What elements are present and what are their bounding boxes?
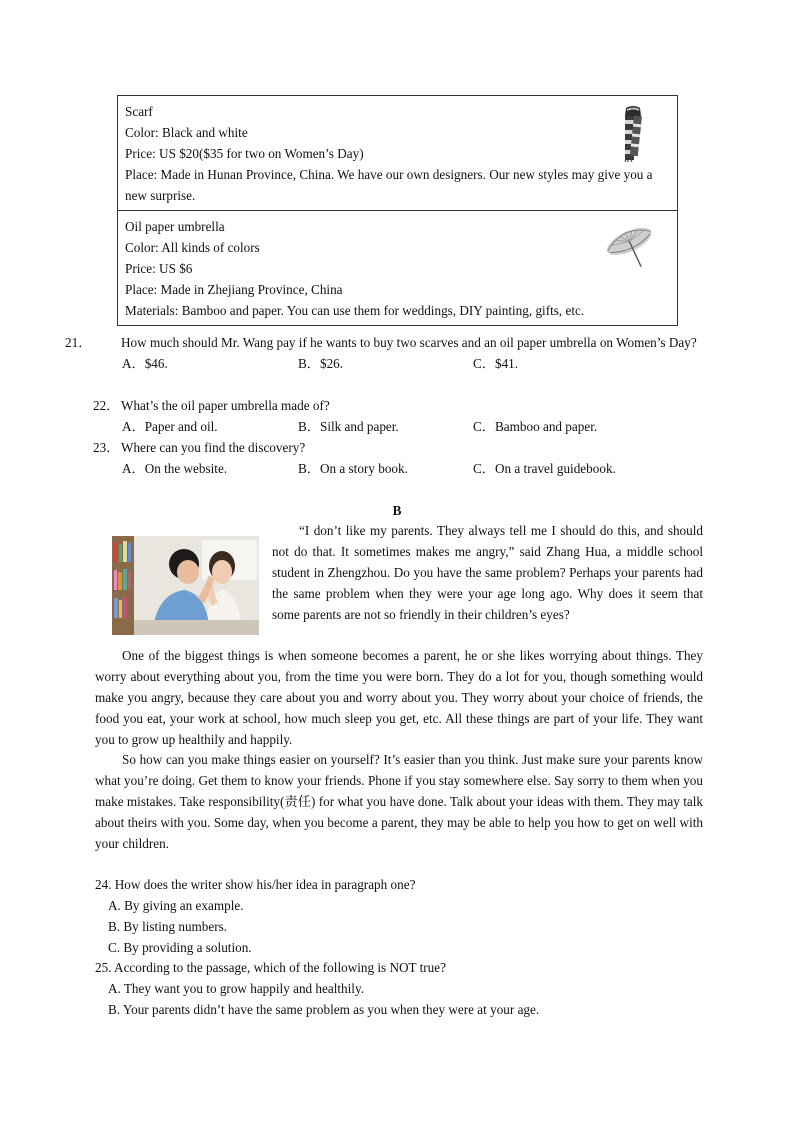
question-number: 23． <box>93 440 120 455</box>
option-c: C．$41. <box>473 356 519 371</box>
question-21 <box>65 332 708 374</box>
product-table <box>117 95 678 326</box>
option-b: B. By listing numbers. <box>108 919 228 934</box>
product-place: Place: Made in Hunan Province, China. We have our own designers. Our new styles may give you a new surprise. <box>125 167 653 203</box>
scarf-image <box>617 104 649 162</box>
question-text: 24. How does the writer show his/her idea in paragraph one? <box>95 877 416 892</box>
product-name: Oil paper umbrella <box>125 219 225 234</box>
option-b: B. Your parents didn’t have the same problem as you when they were at your age. <box>108 1002 540 1017</box>
option-c: C. By providing a solution. <box>108 940 252 955</box>
product-umbrella <box>118 210 677 325</box>
question-text: How much should Mr. Wang pay if he wants to buy two scarves and an oil paper umbrella on Women’s Day? <box>121 335 697 350</box>
product-place: Place: Made in Zhejiang Province, China <box>125 282 343 297</box>
question-text: What’s the oil paper umbrella made of? <box>121 398 330 413</box>
product-color: Color: All kinds of colors <box>125 240 260 255</box>
parent-child-photo <box>112 536 259 635</box>
product-name: Scarf <box>125 104 153 119</box>
option-a: A. They want you to grow happily and healthily. <box>108 981 365 996</box>
question-25 <box>95 957 703 1020</box>
product-materials: Materials: Bamboo and paper. You can use them for weddings, DIY painting, gifts, etc. <box>125 303 585 318</box>
product-color: Color: Black and white <box>125 125 248 140</box>
section-title: B <box>392 503 402 518</box>
question-22 <box>93 395 708 437</box>
option-a: A．$46. <box>122 356 168 371</box>
option-a: A. By giving an example. <box>108 898 244 913</box>
question-24 <box>95 874 703 958</box>
product-price: Price: US $20($35 for two on Women’s Day) <box>125 146 364 161</box>
question-text: 25. According to the passage, which of the following is NOT true? <box>95 960 446 975</box>
option-a: A．On the website. <box>122 461 228 476</box>
option-a: A．Paper and oil. <box>122 419 218 434</box>
question-number: 22． <box>93 398 120 413</box>
question-text: Where can you find the discovery? <box>121 440 306 455</box>
option-b: B．Silk and paper. <box>298 419 399 434</box>
question-23 <box>93 437 708 479</box>
umbrella-image <box>604 221 658 273</box>
option-c: C．On a travel guidebook. <box>473 461 616 476</box>
passage-intro: “I don’t like my parents. They always tell me I should do this, and should not do that. It sometimes makes me angry,” said Zhang Hua, a middle school student in Zhengzhou. Do you have the same problem? Perhaps your parents had the same problem when they were your age long ago. Why does it seem that some parents are not so friendly in their children’s eyes? <box>272 523 703 622</box>
passage-paragraph-3: So how can you make things easier on yourself? It’s easier than you think. Just make sure your parents know what you’re doing. Get them to know your friends. Phone if you stay somewhere else. Say sorry to them when you make mistakes. Take responsibility(责任) for what you have done. Talk about your ideas with them. They may talk about theirs with you. Some day, when you become a parent, they may be able to help you how to get on well with your children. <box>95 752 703 851</box>
passage-paragraph-2: One of the biggest things is when someone becomes a parent, he or she likes worrying about things. They worry about everything about you, from the time you were born. They do a lot for you, though something would make you angry, because they care about you and worry about you. They worry about your choice of friends, the food you eat, your work at school, how much sleep you get, etc. All these things are part of your life. They want you to grow up healthily and happily. <box>95 648 703 747</box>
question-number: 21． <box>65 335 92 350</box>
product-price: Price: US $6 <box>125 261 193 276</box>
option-b: B．$26. <box>298 356 344 371</box>
option-b: B．On a story book. <box>298 461 408 476</box>
product-scarf <box>118 96 677 210</box>
option-c: C．Bamboo and paper. <box>473 419 598 434</box>
